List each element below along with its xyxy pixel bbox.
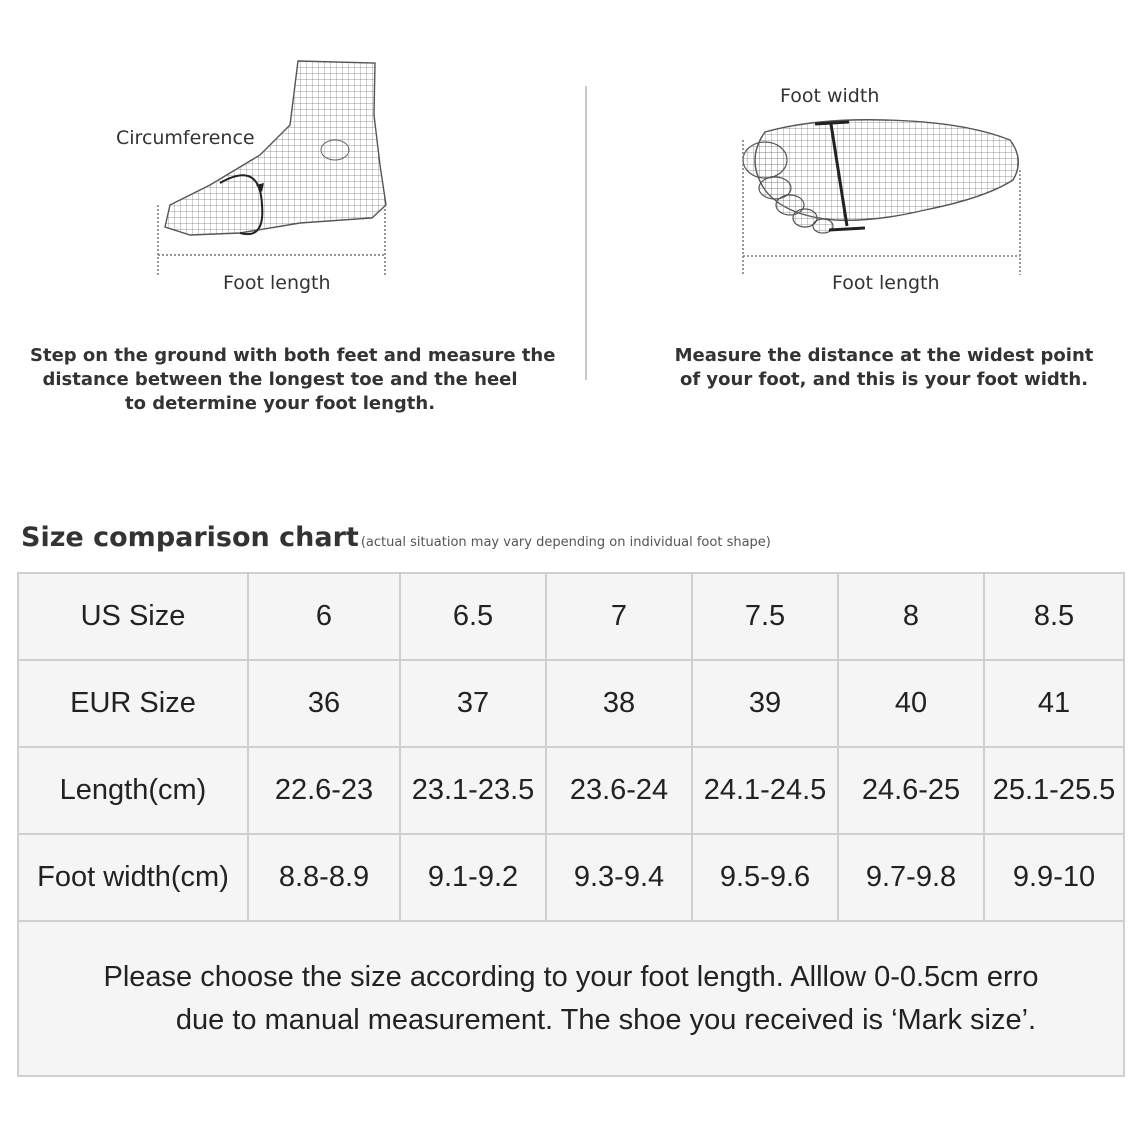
size-chart-subtitle: (actual situation may vary depending on individual foot shape) [360,535,771,550]
table-row-eur-size [18,660,1124,747]
foot-length-instructions: Step on the ground with both feet and measure the distance between the longest toe and the heel to determine your foot length. [30,345,556,414]
table-cell: 23.6-24 [546,747,692,834]
table-cell: 8 [838,573,984,660]
table-cell: 36 [248,660,400,747]
table-cell: 25.1-25.5 [984,747,1124,834]
table-cell: 8.5 [984,573,1124,660]
table-cell: 37 [400,660,546,747]
table-cell: 23.1-23.5 [400,747,546,834]
foot-length-label-right: Foot length [832,272,940,294]
table-row-foot-width [18,834,1124,921]
foot-side-view-illustration [150,55,400,285]
row-header: Foot width(cm) [18,834,248,921]
table-row-us-size [18,573,1124,660]
size-chart-heading [21,522,771,553]
table-cell: 41 [984,660,1124,747]
foot-width-instructions: Measure the distance at the widest point of your foot, and this is your foot width. [674,345,1094,390]
table-cell: 9.1-9.2 [400,834,546,921]
vertical-divider [585,86,587,380]
table-cell: 8.8-8.9 [248,834,400,921]
table-cell: 7 [546,573,692,660]
table-row-note [18,921,1124,1076]
table-cell: 40 [838,660,984,747]
size-note: Please choose the size according to your foot length. Alllow 0-0.5cm erro due to manual measurement. The shoe you received is ‘Mark size’. [18,921,1124,1076]
foot-top-view-illustration [735,110,1030,280]
size-comparison-table [17,572,1125,1077]
table-row-length [18,747,1124,834]
foot-length-label-left: Foot length [223,272,331,294]
table-cell: 39 [692,660,838,747]
table-cell: 22.6-23 [248,747,400,834]
foot-width-label: Foot width [780,85,880,107]
table-cell: 9.3-9.4 [546,834,692,921]
table-cell: 9.7-9.8 [838,834,984,921]
table-cell: 7.5 [692,573,838,660]
table-cell: 38 [546,660,692,747]
size-chart-title: Size comparison chart [21,522,359,553]
table-cell: 24.6-25 [838,747,984,834]
row-header: EUR Size [18,660,248,747]
row-header: US Size [18,573,248,660]
table-cell: 6 [248,573,400,660]
table-cell: 6.5 [400,573,546,660]
table-cell: 9.5-9.6 [692,834,838,921]
table-cell: 9.9-10 [984,834,1124,921]
circumference-label: Circumference [116,127,255,149]
row-header: Length(cm) [18,747,248,834]
table-cell: 24.1-24.5 [692,747,838,834]
